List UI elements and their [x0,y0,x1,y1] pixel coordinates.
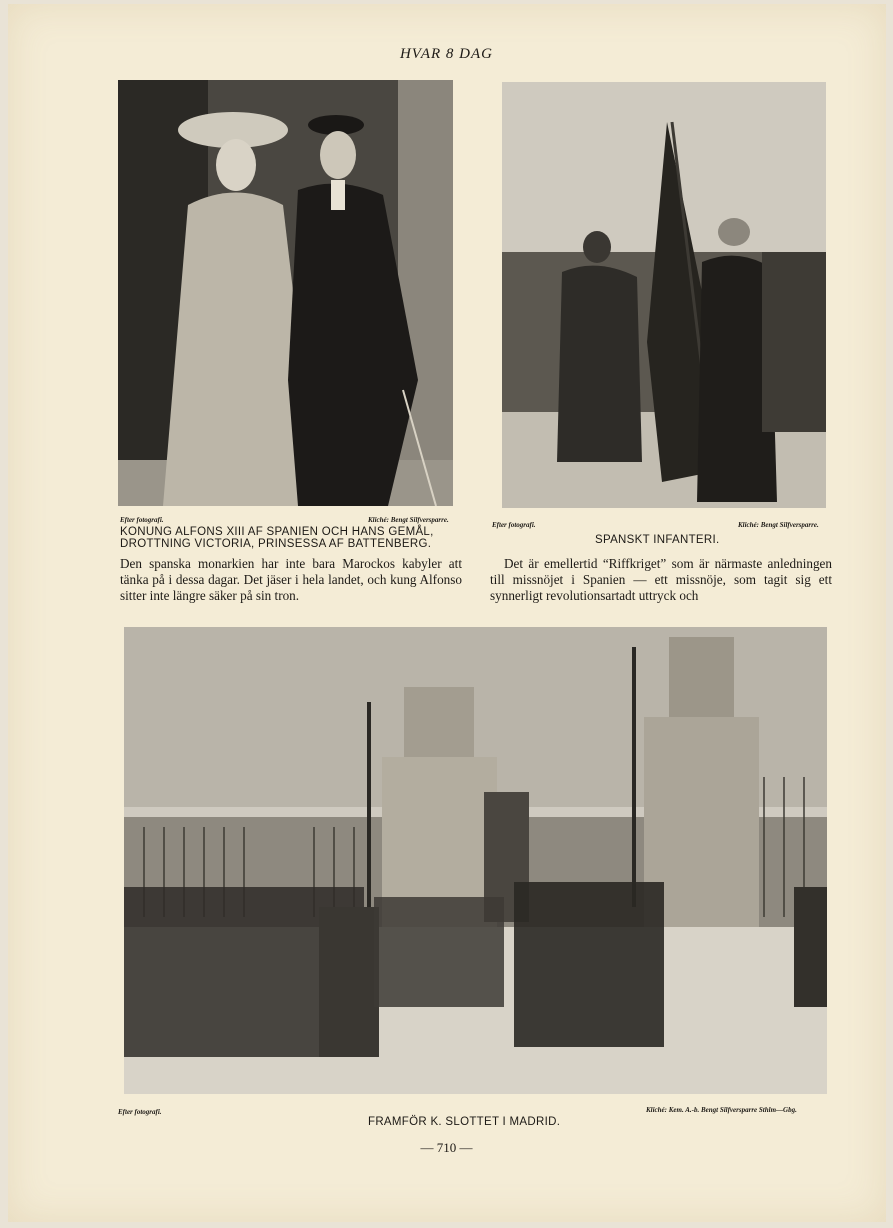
running-header: HVAR 8 DAG [399,46,494,62]
body-text-right [490,556,832,604]
royals-credit-left: Efter fotografi. [120,516,164,524]
photo-infantry-image [502,82,826,508]
body-text-left [120,556,462,604]
royals-caption-line1: KONUNG ALFONS XIII AF SPANIEN OCH HANS GEMÅL, [120,526,434,538]
palace-credit-right: Kliché: Kem. A.-b. Bengt Silfversparre Sthlm—Gbg. [646,1106,797,1114]
photo-palace [124,627,827,1094]
royals-caption-line2: DROTTNING VICTORIA, PRINSESSA AF BATTENBERG. [120,538,432,550]
infantry-caption: SPANSKT INFANTERI. [595,534,720,546]
body-paragraph-left: Den spanska monarkien har inte bara Marockos kabyler att tänka på i dessa dagar. Det jäser i hela landet, och kung Alfonso sitter inte längre säker på sin tron. [120,556,462,603]
photo-infantry [502,82,826,508]
photo-royals [118,80,453,506]
body-paragraph-right: Det är emellertid “Riffkriget” som är närmaste anledningen till missnöjet i Spanien — ett missnöje, som tagit sig ett synnerligt revolutionsartadt uttryck och [490,556,832,603]
page-number: — 710 — [420,1140,473,1155]
infantry-credit-right: Kliché: Bengt Silfversparre. [738,521,819,529]
palace-credit-left: Efter fotografi. [118,1108,162,1116]
infantry-credit-left: Efter fotografi. [492,521,536,529]
photo-royals-image [118,80,453,506]
photo-palace-image [124,627,827,1094]
palace-caption: FRAMFÖR K. SLOTTET I MADRID. [368,1116,561,1128]
royals-credit-right: Kliché: Bengt Silfversparre. [368,516,449,524]
